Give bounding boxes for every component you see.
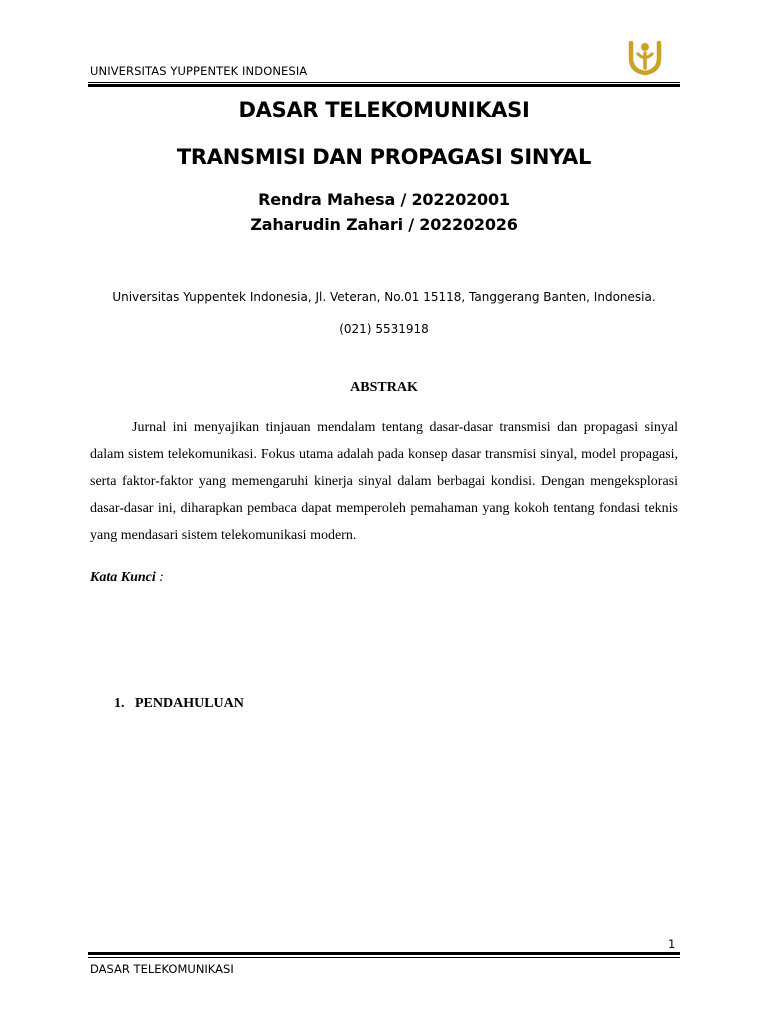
footer-running-title: DASAR TELEKOMUNIKASI <box>90 962 234 976</box>
footer-rule-thin <box>88 957 680 958</box>
keywords-label: Kata Kunci <box>90 570 156 585</box>
author-line: Zaharudin Zahari / 202202026 <box>250 215 518 234</box>
section-heading <box>114 696 244 712</box>
footer-rule-thick <box>88 952 680 955</box>
document-subtitle: TRANSMISI DAN PROPAGASI SINYAL <box>176 145 592 169</box>
section-title: PENDAHULUAN <box>135 696 244 711</box>
page-number: 1 <box>668 937 676 951</box>
document-title: DASAR TELEKOMUNIKASI <box>238 98 530 122</box>
affiliation-address: Universitas Yuppentek Indonesia, Jl. Veteran, No.01 15118, Tanggerang Banten, Indonesia. <box>112 290 656 304</box>
section-number: 1. <box>114 696 125 711</box>
header-rule-thin <box>88 82 680 83</box>
yuppentek-logo-icon <box>626 38 664 78</box>
keywords-separator: : <box>155 570 164 585</box>
abstract-body: Jurnal ini menyajikan tinjauan mendalam tentang dasar-dasar transmisi dan propagasi sinyal dalam sistem telekomunikasi. Fokus utama adalah pada konsep dasar transmisi sinyal, model propagasi, serta faktor-faktor yang memengaruhi kinerja sinyal dalam berbagai kondisi. Dengan mengeksplorasi dasar-dasar ini, diharapkan pembaca dapat memperoleh pemahaman yang kokoh tentang fondasi teknis yang mendasari sistem telekomunikasi modern. <box>90 420 678 543</box>
header-rule-thick <box>88 84 680 87</box>
keywords-line <box>90 570 164 586</box>
header-institution: UNIVERSITAS YUPPENTEK INDONESIA <box>90 64 308 78</box>
affiliation-phone: (021) 5531918 <box>339 322 429 336</box>
abstract-heading: ABSTRAK <box>350 380 418 395</box>
author-line: Rendra Mahesa / 202202001 <box>258 190 510 209</box>
